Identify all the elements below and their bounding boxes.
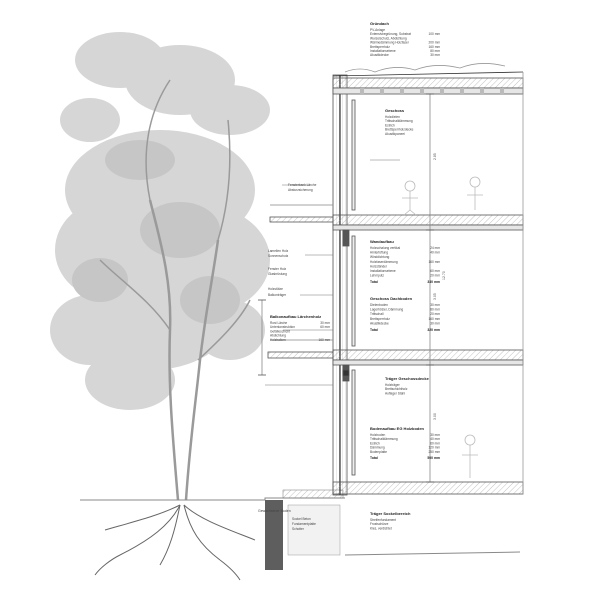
floor2_block-title: Bodenaufbau EG Holzboden [370,426,424,431]
foundation-note: Schotter [292,527,304,531]
wall_block-line: Winddichtung [370,255,390,260]
roof_block-line: Wärmedämmung Holzfaser [370,40,409,45]
floor2_block-line: Dämmung [370,445,385,450]
floor_block-line: Brettsperrholz [370,316,390,321]
floor2_block-line: Holzboden [370,433,386,437]
foundation-note: Sockel Beton [292,517,311,521]
facade-note: Fenster Holz [268,267,287,271]
floor_block-line: Lagerhölzer, Dämmung [370,307,404,312]
wall_block-value: 24 mm [430,246,440,250]
facade-notes [268,183,317,297]
wall_block-line: Installationsebene [370,269,396,273]
sunscreen_block-title: Balkonaufbau Lärchenholz [270,314,322,319]
dimension-labels [433,153,446,420]
wall_block-line: Holzständer [370,264,388,269]
floor_block-value: 160 mm [428,316,440,321]
roof_block-value: 160 mm [428,44,440,49]
roof_block-value: 100 mm [428,32,440,37]
wall_block-line: Lehmputz [370,273,384,278]
floor_block-value: 30 mm [430,303,440,307]
tree-roots [95,505,255,580]
facade-note: Glasbrüstung [268,272,287,276]
floor_block-line: Trittschall [370,312,384,317]
floor2_block-total-value: 500 mm [427,456,440,460]
floor2_block-line: Estrich [370,441,380,446]
roof_block-line: Akustikdecke [370,53,389,58]
ground_block-line: Frostschürze [370,522,389,527]
wall_block-line: Holzfaserdämmung [370,259,398,264]
foundation-note: Fundamentplatte [292,522,316,526]
roof_block-line: Installationsebene [370,49,396,53]
floor2_block-value: 60 mm [430,441,440,446]
ground_block-line: Streifenfundament [370,518,397,522]
ground-label: Gewachsener Boden [258,509,291,513]
floor2_block-line: Trittschalldämmung [370,437,398,442]
wall_block-value: 60 mm [430,269,440,273]
facade-note: Fensterbank Lärche [288,183,317,187]
sunscreen_block-value: 160 mm [318,337,330,342]
ceiling_block-line: Holzdielen [385,115,400,119]
sunscreen_block-line: Rost Lärche [270,321,288,325]
truss_block-line: Brettschichtholz [385,387,408,392]
dimension-value: 12.70 [442,271,446,280]
floor_block-line: Akustikdecke [370,321,389,326]
balcony-assembly-label [270,314,330,342]
wall_block-value: 20 mm [430,273,440,278]
floor_block-value: 80 mm [430,307,440,312]
ceiling_block-line: Estrich [385,123,395,128]
ceiling-assembly-label [385,108,414,136]
sunscreen_block-line: Unterkonstruktion [270,325,295,330]
floor2_block-total-label: Total [370,456,378,460]
truss_block-line: Holzträger [385,383,400,387]
sunscreen_block-line: Abdichtung [270,333,286,338]
facade-note: Absturzsicherung [288,188,313,192]
facade-note: Holzstütze [268,287,283,291]
truss_block-title: Träger Geschossdecke [385,376,429,381]
roof_block-line: Extensivbegrünung, Substrat [370,32,411,37]
roof_block-line: Wurzelschutz, Abdichtung [370,36,407,41]
sunscreen_block-line: Gefälleschicht [270,329,291,334]
roof_block-title: Gründach [370,21,389,26]
wall_block-total-label: Total [370,280,378,285]
truss-label [385,376,430,395]
wall-assembly-label [370,239,440,284]
dimension-value: 2.85 [433,153,437,160]
facade-note: Sonnenschutz [268,254,289,258]
ceiling_block-line: Akustikpaneel [385,131,405,136]
dimension-value: 3.00 [433,413,437,420]
wall_block-title: Wandaufbau [370,239,394,244]
sunscreen_block-line: Holzbalken [270,337,286,342]
floor2_block-value: 250 mm [428,449,440,454]
wall_block-line: Holzschalung vertikal [370,246,401,250]
roof_block-line: PV-Anlage [370,28,386,32]
floor2_block-value: 120 mm [428,445,440,450]
wall_block-line: Hinterlüftung [370,250,389,255]
roof_block-value: 200 mm [428,40,440,45]
floor_block-value: 30 mm [430,321,440,326]
roof_block-line: Brettsperrholz [370,44,390,49]
facade-note: Lamellen Holz [268,249,289,253]
truss_block-line: Auflager Stahl [385,391,406,396]
floor_block-value: 20 mm [430,312,440,317]
wall_block-value: 40 mm [430,250,440,255]
wall_block-total-value: 330 mm [427,280,440,285]
floor_block-line: Dielenboden [370,303,388,307]
floor2_block-line: Bodenplatte [370,449,388,454]
sunscreen_block-value: 60 mm [320,325,330,330]
floor2_block-value: 40 mm [430,437,440,442]
roof-assembly-label [370,21,440,57]
dimension-value: 3.05 [433,293,437,300]
roof_block-value: 30 mm [430,53,440,58]
floor_block-total-label: Total [370,328,378,332]
base-beam-label [370,511,411,530]
ground_block-title: Träger Sockelbereich [370,511,411,516]
sunscreen_block-value: 30 mm [320,321,330,325]
floor2_block-value: 30 mm [430,433,440,437]
ceiling_block-title: Geschoss [385,108,405,113]
tree-illustration [50,32,270,410]
ground_block-line: Kies, verdichtet [370,526,392,531]
facade-note: Balkonträger [268,293,287,297]
ceiling_block-line: Trittschalldämmung [385,119,413,124]
wall_block-value: 160 mm [428,259,440,264]
ceiling_block-line: Brettsperrholzdecke [385,127,414,132]
roof_block-value: 80 mm [430,49,440,53]
floor_block-title: Geschoss Dachboden [370,296,413,301]
floor_block-total-value: 320 mm [427,328,440,332]
